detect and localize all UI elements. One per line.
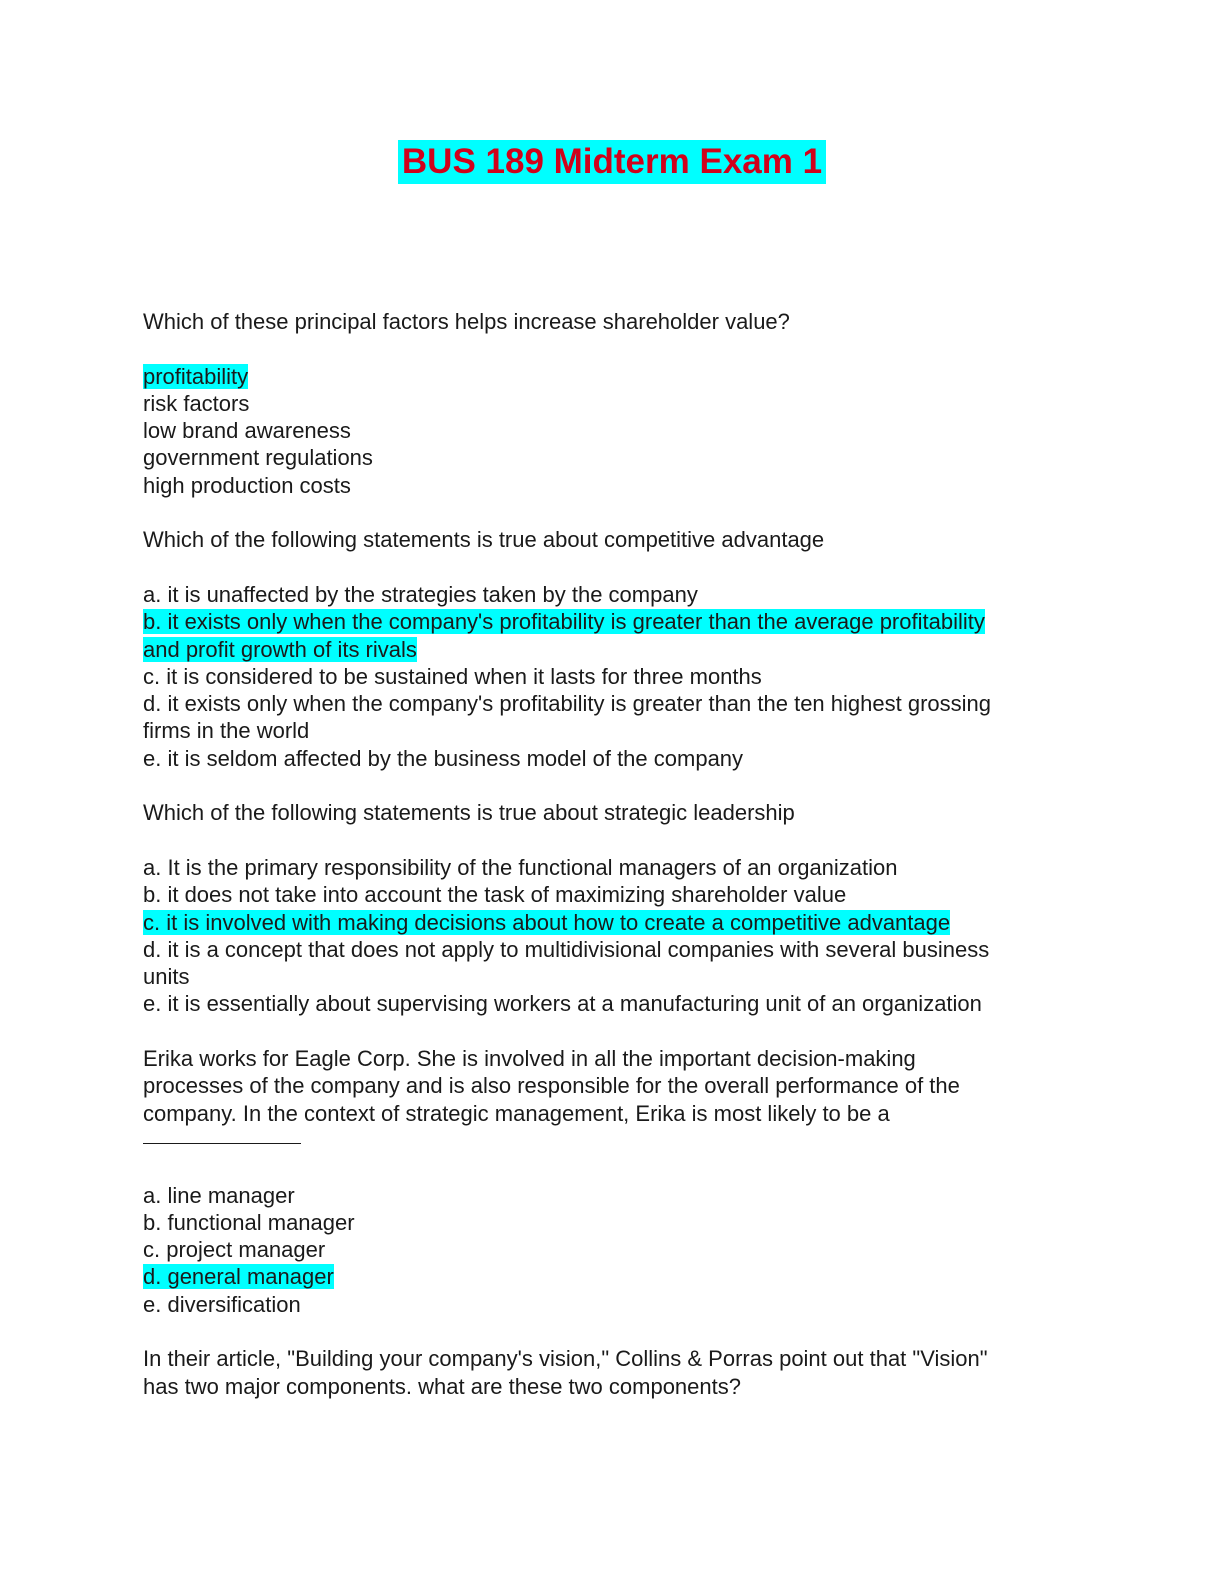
answer-option: d. it is a concept that does not apply to multidivisional companies with several business bbox=[143, 936, 990, 962]
question-4 bbox=[143, 1045, 1083, 1318]
answer-option: units bbox=[143, 964, 190, 990]
spacer bbox=[143, 335, 1083, 362]
answer-option: c. project manager bbox=[143, 1237, 326, 1263]
answer-option: low brand awareness bbox=[143, 418, 351, 444]
answer-option bbox=[143, 1263, 1083, 1290]
question-3 bbox=[143, 799, 1083, 1017]
document-body bbox=[143, 308, 1083, 1400]
answer-option: a. line manager bbox=[143, 1182, 295, 1208]
answer-option: b. it does not take into account the task of maximizing shareholder value bbox=[143, 882, 847, 908]
question-5 bbox=[143, 1345, 1083, 1400]
highlighted-answer: and profit growth of its rivals bbox=[143, 636, 417, 662]
question-text: processes of the company and is also responsible for the overall performance of the bbox=[143, 1073, 960, 1099]
answer-option: b. functional manager bbox=[143, 1209, 355, 1235]
answer-option: firms in the world bbox=[143, 718, 310, 744]
question-text: Erika works for Eagle Corp. She is involved in all the important decision-making bbox=[143, 1046, 916, 1072]
answer-option: a. It is the primary responsibility of the functional managers of an organization bbox=[143, 854, 898, 880]
answer-option: high production costs bbox=[143, 472, 351, 498]
spacer bbox=[143, 827, 1083, 854]
title-container bbox=[0, 140, 1224, 184]
question-text: Which of the following statements is true about strategic leadership bbox=[143, 800, 795, 826]
answer-option: c. it is considered to be sustained when it lasts for three months bbox=[143, 663, 762, 689]
fill-in-blank-line bbox=[143, 1127, 301, 1154]
answer-option bbox=[143, 608, 1083, 635]
document-title: BUS 189 Midterm Exam 1 bbox=[398, 140, 826, 184]
question-text: has two major components. what are these two components? bbox=[143, 1373, 741, 1399]
question-text: Which of these principal factors helps increase shareholder value? bbox=[143, 309, 790, 334]
answer-option bbox=[143, 363, 1083, 390]
highlighted-answer: d. general manager bbox=[143, 1264, 334, 1290]
question-text: Which of the following statements is true about competitive advantage bbox=[143, 527, 825, 553]
highlighted-answer: profitability bbox=[143, 363, 249, 389]
spacer bbox=[143, 1154, 1083, 1181]
question-2 bbox=[143, 526, 1083, 772]
answer-option bbox=[143, 636, 1083, 663]
question-1 bbox=[143, 308, 1083, 499]
spacer bbox=[143, 499, 1083, 526]
highlighted-answer: b. it exists only when the company's profitability is greater than the average profitability bbox=[143, 609, 985, 635]
answer-option: e. it is seldom affected by the business model of the company bbox=[143, 745, 744, 771]
question-text: company. In the context of strategic management, Erika is most likely to be a bbox=[143, 1100, 890, 1126]
answer-option bbox=[143, 909, 1083, 936]
question-text: In their article, "Building your company's vision," Collins & Porras point out that "Vision" bbox=[143, 1346, 988, 1372]
spacer bbox=[143, 1318, 1083, 1345]
answer-option: d. it exists only when the company's profitability is greater than the ten highest grossing bbox=[143, 691, 991, 717]
answer-option: e. diversification bbox=[143, 1291, 301, 1317]
answer-option: a. it is unaffected by the strategies taken by the company bbox=[143, 581, 698, 607]
spacer bbox=[143, 1018, 1083, 1045]
spacer bbox=[143, 554, 1083, 581]
answer-option: risk factors bbox=[143, 390, 250, 416]
highlighted-answer: c. it is involved with making decisions about how to create a competitive advantage bbox=[143, 909, 951, 935]
answer-option: e. it is essentially about supervising workers at a manufacturing unit of an organization bbox=[143, 991, 982, 1017]
spacer bbox=[143, 772, 1083, 799]
answer-option: government regulations bbox=[143, 445, 373, 471]
